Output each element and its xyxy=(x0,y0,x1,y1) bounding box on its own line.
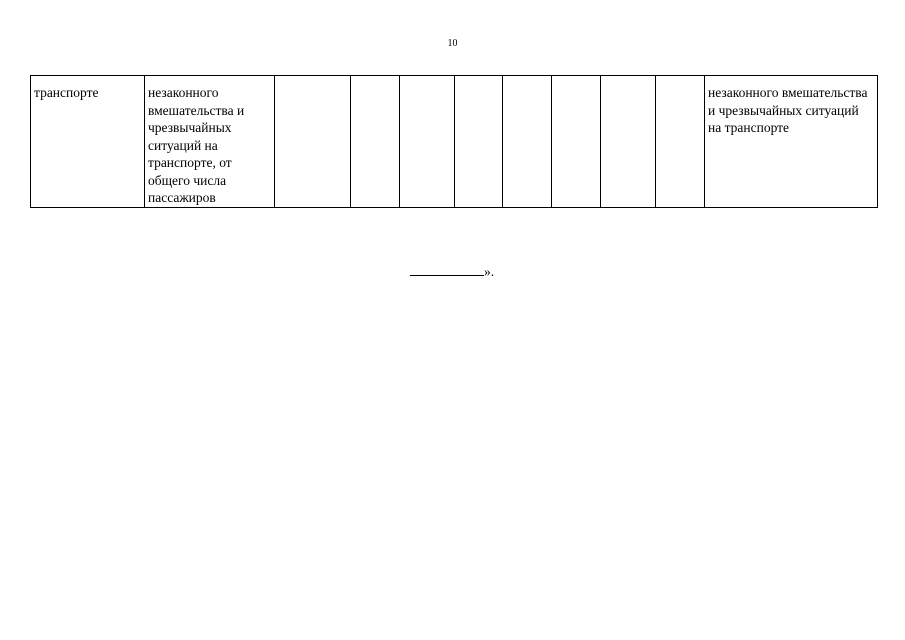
blank-line xyxy=(410,263,484,276)
table-cell-empty xyxy=(351,76,400,208)
table-cell-transport: транспорте xyxy=(31,76,145,208)
table-row xyxy=(31,76,878,208)
table-cell-empty xyxy=(503,76,552,208)
closing-mark xyxy=(410,263,494,280)
table-cell-empty xyxy=(552,76,601,208)
table-cell-empty xyxy=(400,76,455,208)
table-cell-note: незаконного вмешательства и чрезвычайных ситуаций на транспорте xyxy=(705,76,878,208)
closing-quote: ». xyxy=(484,264,495,279)
table-cell-empty xyxy=(656,76,705,208)
page-number: 10 xyxy=(447,38,458,49)
table-cell-indicator-description: незаконного вмешательства и чрезвычайных ситуаций на транспорте, от общего числа пассажиров xyxy=(145,76,275,208)
table-cell-empty xyxy=(275,76,351,208)
indicator-table xyxy=(30,75,878,208)
table-cell-empty xyxy=(601,76,656,208)
table-cell-empty xyxy=(455,76,503,208)
